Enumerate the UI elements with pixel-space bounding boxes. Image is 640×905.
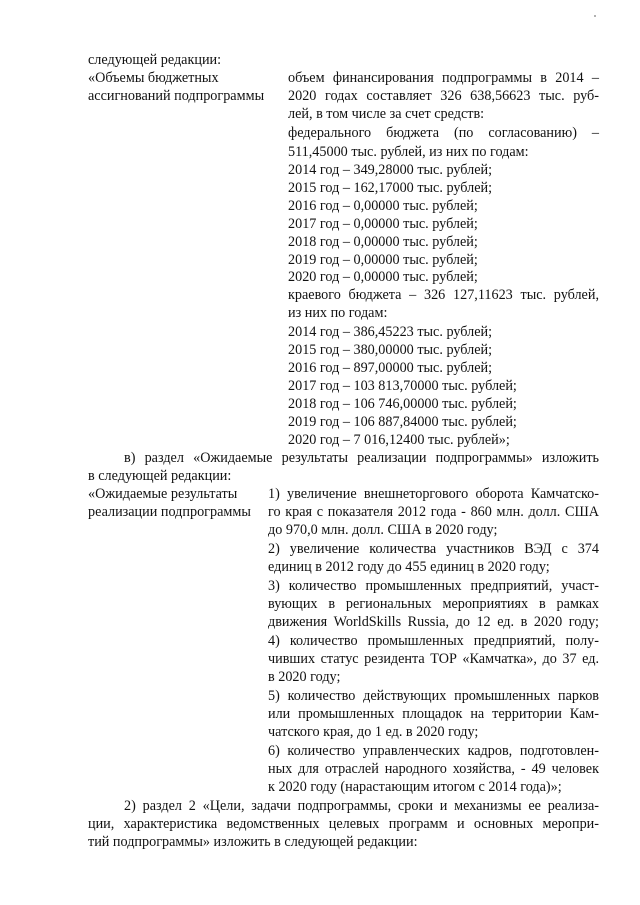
funding-line: 2017 год – 0,00000 тыс. рублей; xyxy=(288,216,478,232)
results-line: 3) количество промышленных предприятий, участ- xyxy=(268,578,599,594)
funding-label-line: «Объемы бюджетных xyxy=(88,70,219,86)
funding-line: 2019 год – 0,00000 тыс. рублей; xyxy=(288,252,478,268)
funding-line: объем финансирования подпрограммы в 2014 – xyxy=(288,70,599,86)
results-line: 1) увеличение внешнеторгового оборота Камчатско- xyxy=(268,486,599,502)
results-line: 2) увеличение количества участников ВЭД с 374 xyxy=(268,541,599,557)
paragraph-line: ции, характеристика ведомственных целевых программ и основных меропри- xyxy=(88,816,599,832)
paragraph-line: в) раздел «Ожидаемые результаты реализации подпрограммы» изложить xyxy=(124,450,599,466)
funding-line: 511,45000 тыс. рублей, из них по годам: xyxy=(288,144,529,160)
funding-line: 2015 год – 162,17000 тыс. рублей; xyxy=(288,180,493,196)
results-line: вующих в региональных мероприятиях в рамках xyxy=(268,596,599,612)
results-label-line: «Ожидаемые результаты xyxy=(88,486,238,502)
funding-line: 2014 год – 386,45223 тыс. рублей; xyxy=(288,324,493,340)
results-line: 4) количество промышленных предприятий, полу- xyxy=(268,633,599,649)
funding-line: 2019 год – 106 887,84000 тыс. рублей; xyxy=(288,414,517,430)
funding-line: 2020 год – 7 016,12400 тыс. рублей»; xyxy=(288,432,510,448)
funding-line: федерального бюджета (по согласованию) – xyxy=(288,125,599,141)
funding-label-line: ассигнований подпрограммы xyxy=(88,88,265,104)
paragraph-line: тий подпрограммы» изложить в следующей редакции: xyxy=(88,834,418,850)
results-line: до 970,0 млн. долл. США в 2020 году; xyxy=(268,522,498,538)
funding-line: 2016 год – 0,00000 тыс. рублей; xyxy=(288,198,478,214)
funding-line: из них по годам: xyxy=(288,305,388,321)
results-line: ных для отраслей народного хозяйства, - 49 человек xyxy=(268,761,599,777)
results-line: чивших статус резидента ТОР «Камчатка», до 37 ед. xyxy=(268,651,599,667)
funding-line: лей, в том числе за счет средств: xyxy=(288,106,485,122)
results-line: движения WorldSkills Russia, до 12 ед. в 2020 году; xyxy=(268,614,599,630)
results-line: или промышленных площадок на территории Кам- xyxy=(268,706,599,722)
results-line: единиц в 2012 году до 455 единиц в 2020 году; xyxy=(268,559,550,575)
funding-line: 2020 год – 0,00000 тыс. рублей; xyxy=(288,269,478,285)
results-line: к 2020 году (нарастающим итогом с 2014 года)»; xyxy=(268,779,562,795)
funding-line: 2018 год – 106 746,00000 тыс. рублей; xyxy=(288,396,517,412)
funding-line: 2015 год – 380,00000 тыс. рублей; xyxy=(288,342,493,358)
funding-line: 2017 год – 103 813,70000 тыс. рублей; xyxy=(288,378,517,394)
results-line: 6) количество управленческих кадров, подготовлен- xyxy=(268,743,599,759)
funding-line: 2016 год – 897,00000 тыс. рублей; xyxy=(288,360,493,376)
funding-line: 2014 год – 349,28000 тыс. рублей; xyxy=(288,162,493,178)
funding-line: 2018 год – 0,00000 тыс. рублей; xyxy=(288,234,478,250)
scan-speck xyxy=(594,15,596,17)
intro-text: следующей редакции: xyxy=(88,52,222,68)
funding-line: краевого бюджета – 326 127,11623 тыс. рублей, xyxy=(288,287,599,303)
results-label-line: реализации подпрограммы xyxy=(88,504,251,520)
paragraph-line: 2) раздел 2 «Цели, задачи подпрограммы, сроки и механизмы ее реализа- xyxy=(124,798,599,814)
results-line: 5) количество действующих промышленных парков xyxy=(268,688,599,704)
results-line: в 2020 году; xyxy=(268,669,341,685)
results-line: го края с показателя 2012 года - 860 млн. долл. США xyxy=(268,504,599,520)
results-line: чатского края, до 1 ед. в 2020 году; xyxy=(268,724,479,740)
funding-line: 2020 годах составляет 326 638,56623 тыс. руб- xyxy=(288,88,599,104)
paragraph-line: в следующей редакции: xyxy=(88,468,232,484)
